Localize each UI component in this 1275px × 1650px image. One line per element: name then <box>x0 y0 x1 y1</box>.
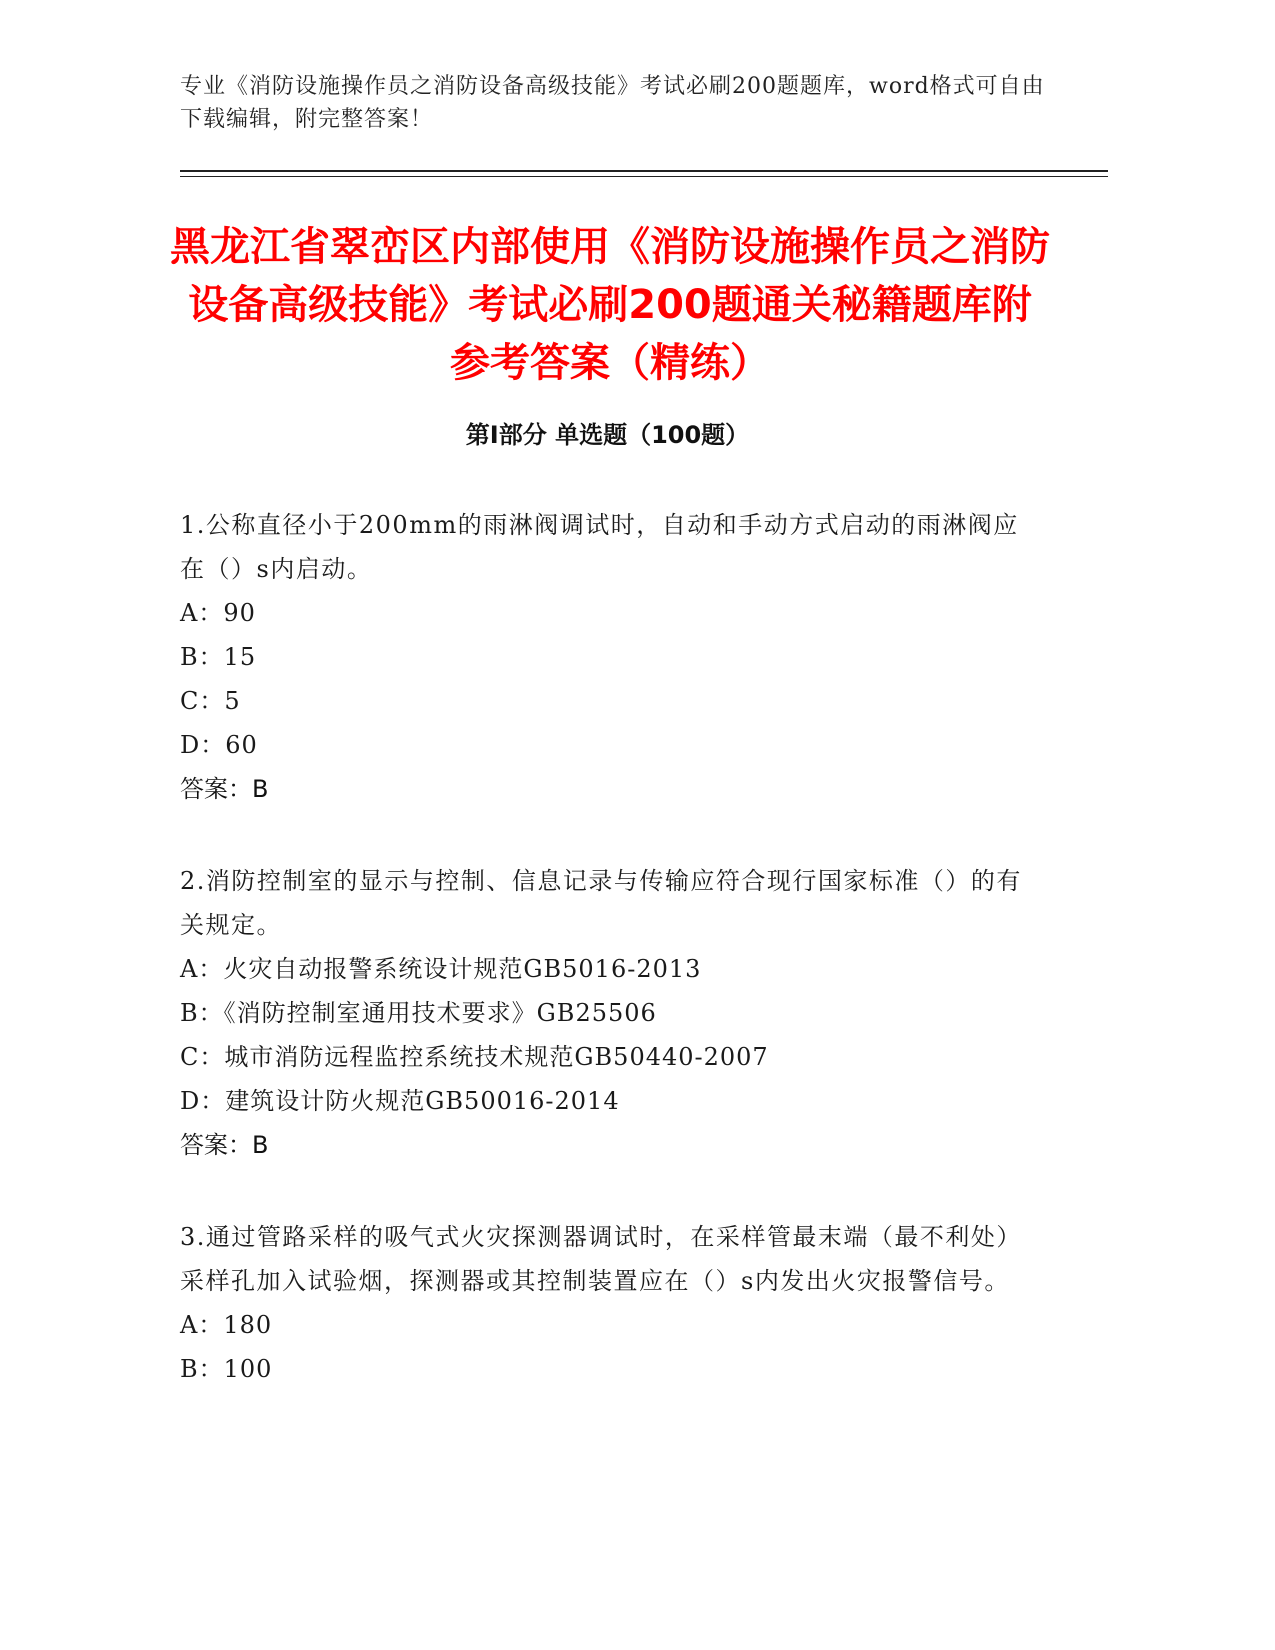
option-d: D：60 <box>180 731 258 759</box>
option-b: B：《消防控制室通用技术要求》GB25506 <box>180 999 657 1027</box>
document-title: 黑龙江省翠峦区内部使用《消防设施操作员之消防设备高级技能》考试必刷200题通关秘籍题库附参考答案（精练） <box>170 224 1050 386</box>
question-1 <box>180 503 1040 811</box>
header-note: 专业《消防设施操作员之消防设备高级技能》考试必刷200题题库，word格式可自由下载编辑，附完整答案！ <box>180 74 1045 132</box>
answer: 答案：B <box>180 1131 269 1159</box>
question-stem: 1.公称直径小于200mm的雨淋阀调试时，自动和手动方式启动的雨淋阀应在（）s内启动。 <box>180 511 1019 583</box>
question-stem: 3.通过管路采样的吸气式火灾探测器调试时，在采样管最末端（最不利处）采样孔加入试验烟，探测器或其控制装置应在（）s内发出火灾报警信号。 <box>180 1223 1022 1295</box>
header-divider-thick <box>180 170 1108 172</box>
question-stem: 2.消防控制室的显示与控制、信息记录与传输应符合现行国家标准（）的有关规定。 <box>180 867 1022 939</box>
question-2 <box>180 859 1040 1167</box>
question-3 <box>180 1215 1040 1391</box>
option-d: D：建筑设计防火规范GB50016-2014 <box>180 1087 620 1115</box>
option-b: B：15 <box>180 643 257 671</box>
option-a: A：90 <box>180 599 256 627</box>
option-c: C：城市消防远程监控系统技术规范GB50440-2007 <box>180 1043 769 1071</box>
option-b: B：100 <box>180 1355 273 1383</box>
option-c: C：5 <box>180 687 241 715</box>
section-title: 第I部分 单选题（100题） <box>465 421 750 449</box>
option-a: A：火灾自动报警系统设计规范GB5016-2013 <box>180 955 702 983</box>
header-divider-thin <box>180 176 1108 177</box>
option-a: A：180 <box>180 1311 273 1339</box>
question-list <box>180 503 1040 1439</box>
answer: 答案：B <box>180 775 269 803</box>
